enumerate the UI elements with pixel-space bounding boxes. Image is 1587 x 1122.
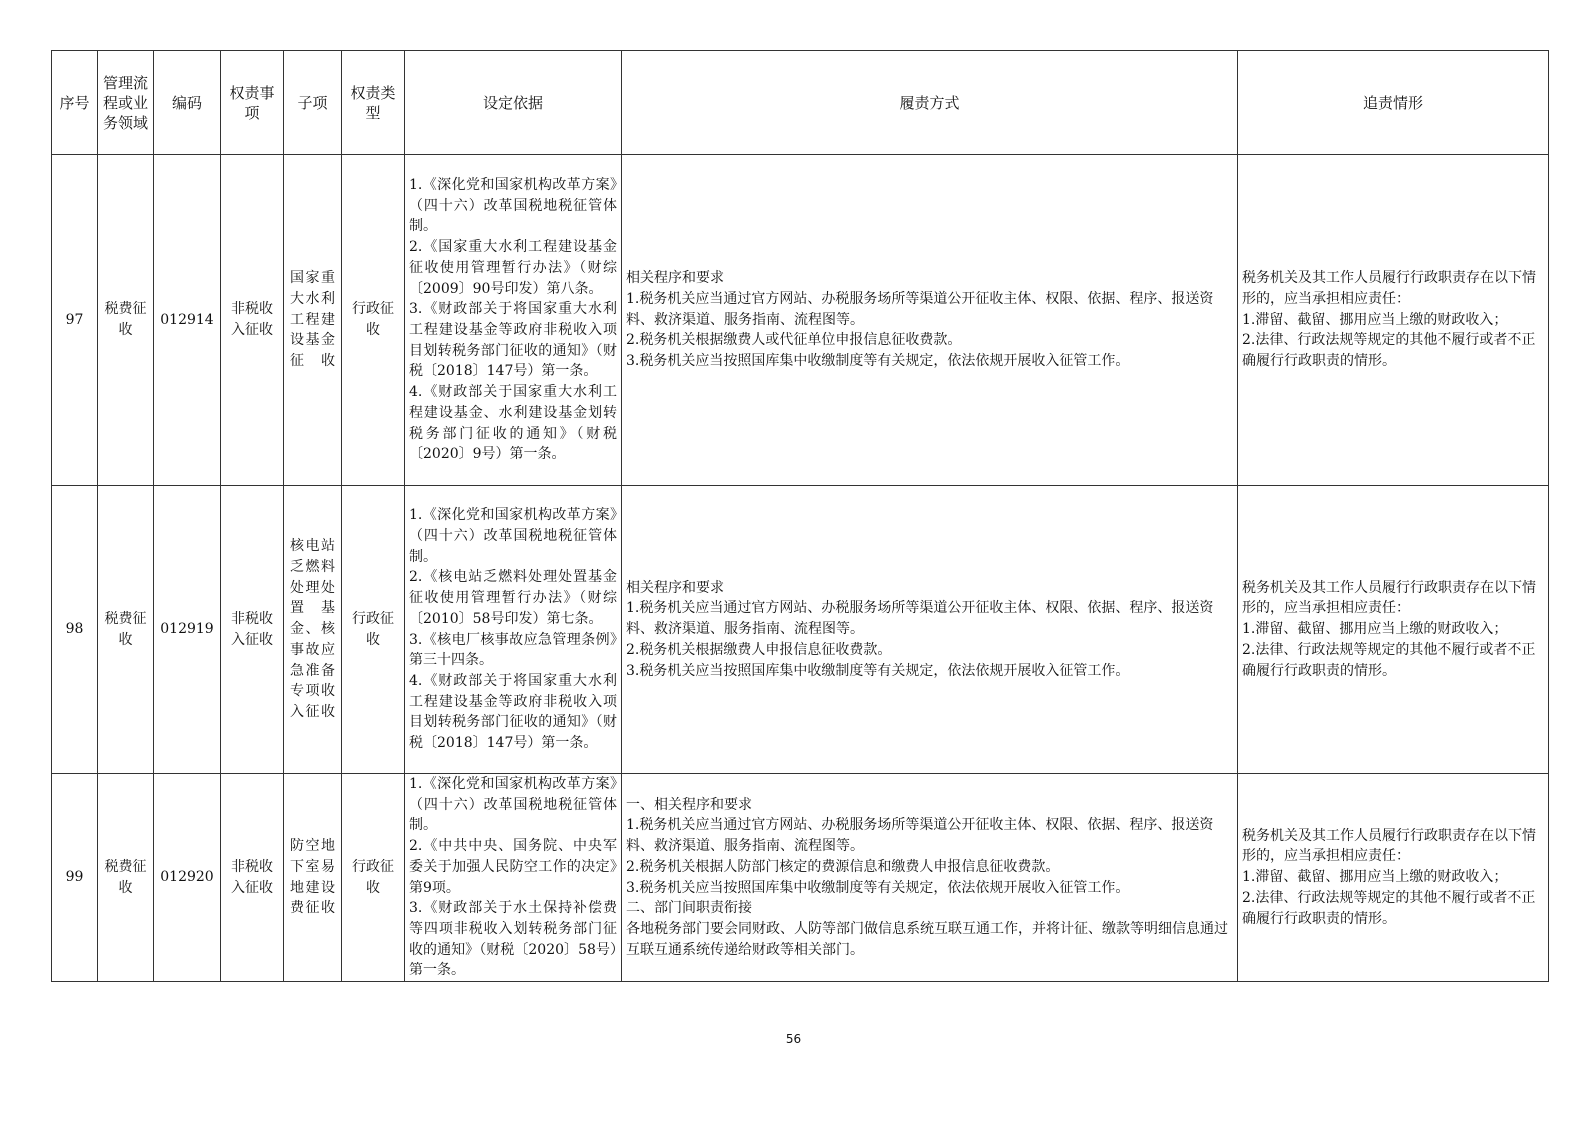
cell-no: 97 (52, 155, 98, 486)
cell-sub: 核电站乏燃料处理处置基金、核事故应急准备专项收入征收 (284, 486, 342, 774)
cell-basis: 1.《深化党和国家机构改革方案》（四十六）改革国税地税征管体制。 2.《中共中央、国务院、中央军委关于加强人民防空工作的决定》第9项。 3.《财政部关于水土保持补偿费等四项非税收入划转税务部门征收的通知》（财税〔2020〕58号）第一条。 (405, 774, 622, 982)
cell-sub: 防空地下室易地建设费征收 (284, 774, 342, 982)
cell-area: 税费征收 (98, 155, 154, 486)
cell-code: 012919 (154, 486, 221, 774)
table-row (52, 486, 1549, 774)
cell-no: 99 (52, 774, 98, 982)
cell-code: 012920 (154, 774, 221, 982)
cell-accountability: 税务机关及其工作人员履行行政职责存在以下情形的，应当承担相应责任： 1.滞留、截留、挪用应当上缴的财政收入； 2.法律、行政法规等规定的其他不履行或者不正确履行行政职责的情形。 (1238, 486, 1549, 774)
cell-item: 非税收入征收 (221, 774, 284, 982)
cell-item: 非税收入征收 (221, 155, 284, 486)
header-sub: 子项 (284, 51, 342, 155)
cell-type: 行政征收 (342, 155, 405, 486)
cell-method: 一、相关程序和要求 1.税务机关应当通过官方网站、办税服务场所等渠道公开征收主体、权限、依据、程序、报送资料、救济渠道、服务指南、流程图等。 2.税务机关根据人防部门核定的费源信息和缴费人申报信息征收费款。 3.税务机关应当按照国库集中收缴制度等有关规定，依法依规开展收入征管工作。 二、部门间职责衔接 各地税务部门要会同财政、人防等部门做信息系统互联互通工作，并将计征、缴款等明细信息通过互联互通系统传递给财政等相关部门。 (622, 774, 1238, 982)
table-row (52, 155, 1549, 486)
cell-sub: 国家重大水利工程建设基金征收 (284, 155, 342, 486)
cell-area: 税费征收 (98, 486, 154, 774)
header-area: 管理流程或业务领域 (98, 51, 154, 155)
header-no: 序号 (52, 51, 98, 155)
table-row (52, 774, 1549, 982)
cell-accountability: 税务机关及其工作人员履行行政职责存在以下情形的，应当承担相应责任： 1.滞留、截留、挪用应当上缴的财政收入； 2.法律、行政法规等规定的其他不履行或者不正确履行行政职责的情形。 (1238, 155, 1549, 486)
cell-basis: 1.《深化党和国家机构改革方案》（四十六）改革国税地税征管体制。 2.《核电站乏燃料处理处置基金征收使用管理暂行办法》（财综〔2010〕58号印发）第七条。 3.《核电厂核事故应急管理条例》第三十四条。 4.《财政部关于将国家重大水利工程建设基金等政府非税收入项目划转税务部门征收的通知》（财税〔2018〕147号）第一条。 (405, 486, 622, 774)
cell-no: 98 (52, 486, 98, 774)
responsibility-table (51, 50, 1549, 982)
header-method: 履责方式 (622, 51, 1238, 155)
cell-accountability: 税务机关及其工作人员履行行政职责存在以下情形的，应当承担相应责任： 1.滞留、截留、挪用应当上缴的财政收入； 2.法律、行政法规等规定的其他不履行或者不正确履行行政职责的情形。 (1238, 774, 1549, 982)
cell-type: 行政征收 (342, 486, 405, 774)
header-accountability: 追责情形 (1238, 51, 1549, 155)
header-item: 权责事项 (221, 51, 284, 155)
cell-area: 税费征收 (98, 774, 154, 982)
cell-basis: 1.《深化党和国家机构改革方案》（四十六）改革国税地税征管体制。 2.《国家重大水利工程建设基金征收使用管理暂行办法》（财综〔2009〕90号印发）第八条。 3.《财政部关于将国家重大水利工程建设基金等政府非税收入项目划转税务部门征收的通知》（财税〔2018〕147号）第一条。 4.《财政部关于国家重大水利工程建设基金、水利建设基金划转税务部门征收的通知》（财税〔2020〕9号）第一条。 (405, 155, 622, 486)
cell-method: 相关程序和要求 1.税务机关应当通过官方网站、办税服务场所等渠道公开征收主体、权限、依据、程序、报送资料、救济渠道、服务指南、流程图等。 2.税务机关根据缴费人或代征单位申报信息征收费款。 3.税务机关应当按照国库集中收缴制度等有关规定，依法依规开展收入征管工作。 (622, 155, 1238, 486)
header-row (52, 51, 1549, 155)
cell-method: 相关程序和要求 1.税务机关应当通过官方网站、办税服务场所等渠道公开征收主体、权限、依据、程序、报送资料、救济渠道、服务指南、流程图等。 2.税务机关根据缴费人申报信息征收费款。 3.税务机关应当按照国库集中收缴制度等有关规定，依法依规开展收入征管工作。 (622, 486, 1238, 774)
cell-item: 非税收入征收 (221, 486, 284, 774)
cell-type: 行政征收 (342, 774, 405, 982)
header-code: 编码 (154, 51, 221, 155)
page-number: 56 (785, 1032, 802, 1046)
cell-code: 012914 (154, 155, 221, 486)
header-type: 权责类型 (342, 51, 405, 155)
header-basis: 设定依据 (405, 51, 622, 155)
